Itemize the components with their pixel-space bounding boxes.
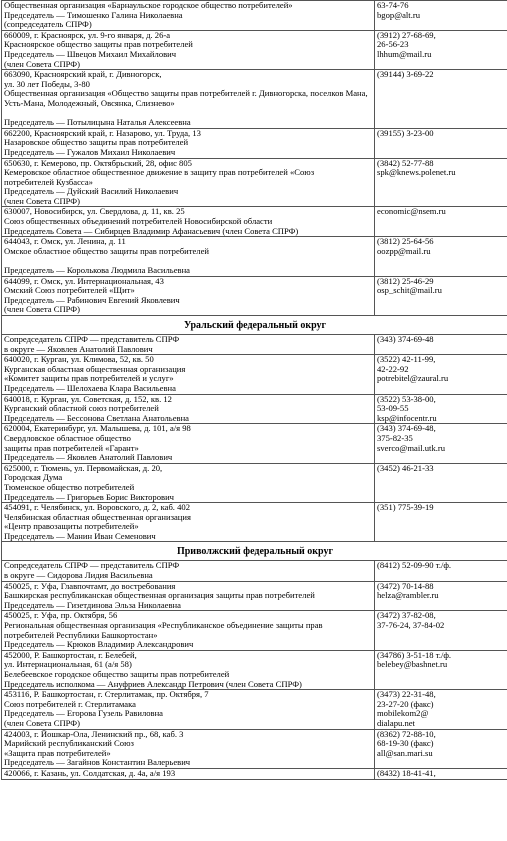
org-text-line: Сопредседатель СПРФ — представитель СПРФ [4, 335, 180, 344]
contact-info-cell [375, 128, 507, 158]
org-text-line: (член Совета СПРФ) [4, 196, 80, 206]
org-text-line: Председатель — Потылицына Наталья Алексеевна [4, 118, 191, 128]
contact-text-line: 375-82-35 [377, 433, 413, 443]
organization-info-cell [2, 581, 375, 611]
organization-row [2, 729, 507, 768]
organization-row [2, 650, 507, 689]
contact-text-line: (34786) 3-51-18 т./ф. [377, 650, 452, 660]
contact-text-line: (39144) 3-69-22 [377, 70, 434, 80]
organization-info-cell [2, 463, 375, 502]
contact-text-line: (3522) 53-38-00, [377, 394, 436, 404]
organization-info-cell [2, 237, 375, 276]
organization-row [2, 611, 507, 650]
org-text-line: Курганский областной союз потребителей [4, 404, 159, 414]
contact-info-cell [375, 30, 507, 69]
contact-text-line: oozpp@mail.ru [377, 246, 431, 256]
organization-info-cell [2, 30, 375, 69]
spacer [4, 256, 372, 266]
contact-text-line: helza@rambler.ru [377, 591, 439, 601]
org-text-line: Региональная общественная организация «Республиканское объединение защиты прав [4, 621, 323, 631]
contact-text-line: (3452) 46-21-33 [377, 463, 434, 473]
organization-info-cell [2, 561, 375, 581]
contact-text-line: all@san.mari.su [377, 748, 433, 758]
region-header-row [2, 542, 507, 561]
contact-text-line: economic@nsem.ru [377, 207, 446, 217]
org-text-line: Председатель — Рабинович Евгений Яковлевич [4, 295, 180, 305]
org-text-line: 662200, Красноярский край, г. Назарово, ул. Труда, 13 [4, 128, 201, 138]
org-text-line: Председатель — Тимошенко Галина Николаевна [4, 10, 183, 20]
contact-text-line: (3472) 37-82-08, [377, 611, 436, 621]
org-text-line: потребителей Республики Башкортостан» [4, 630, 158, 640]
org-text-line: Красноярское общество защиты прав потребителей [4, 40, 193, 50]
org-text-line: «Комитет защиты прав потребителей и услуг» [4, 374, 174, 384]
org-text-line: 640018, г. Курган, ул. Советская, д. 152, кв. 12 [4, 394, 172, 404]
org-text-line: 450025, г. Уфа, Главпочтамт, до востребования [4, 581, 176, 591]
contact-text-line: (3812) 25-64-56 [377, 237, 434, 247]
org-text-line: 644043, г. Омск, ул. Ленина, д. 11 [4, 237, 126, 247]
org-text-line: ул. 30 лет Победы, 3-80 [4, 79, 90, 89]
contact-info-cell [375, 394, 507, 424]
contacts-table [1, 0, 507, 780]
org-text-line: Городская Дума [4, 473, 63, 483]
contact-text-line: (8362) 72-88-10, [377, 729, 436, 739]
contact-info-cell [375, 463, 507, 502]
contact-info-cell [375, 690, 507, 729]
org-text-line: в округе — Сидорова Лидия Васильевна [4, 571, 153, 581]
org-text-line: Челябинская областная общественная организация [4, 512, 191, 522]
org-text-line: Председатель — Гизетдинова Эльза Николаевна [4, 600, 181, 610]
organization-row [2, 70, 507, 129]
org-text-line: 453116, Р. Башкортостан, г. Стерлитамак, пр. Октября, 7 [4, 690, 209, 700]
org-text-line: 640020, г. Курган, ул. Климова, 52, кв. 50 [4, 355, 154, 365]
org-text-line: Башкирская республиканская общественная организация защиты прав потребителей [4, 591, 315, 601]
contact-info-cell [375, 70, 507, 129]
region-title: Уральский федеральный округ [2, 316, 507, 335]
org-text-line: Омский Союз потребителей «Щит» [4, 286, 135, 296]
org-text-line: Белебеевское городское общество защиты прав потребителей [4, 670, 230, 679]
contact-text-line: (3472) 70-14-88 [377, 581, 434, 591]
contacts-table-body [2, 1, 507, 780]
contact-text-line: osp_schit@mail.ru [377, 286, 442, 296]
organization-info-cell [2, 503, 375, 542]
contact-info-cell [375, 729, 507, 768]
org-text-line: 620004, Екатеринбург, ул. Малышева, д. 101, а/я 98 [4, 424, 191, 434]
org-text-line: Марийский республиканский Союз [4, 739, 134, 749]
organization-row [2, 424, 507, 463]
org-text-line: защиты прав потребителей «Гарант» [4, 443, 139, 453]
org-text-line: в округе — Яковлев Анатолий Павлович [4, 344, 153, 354]
organization-row [2, 690, 507, 729]
contact-info-cell [375, 561, 507, 581]
org-text-line: Председатель — Егорова Гузель Равиловна [4, 709, 163, 719]
org-text-line: Усть-Мана, Молодежный, Овсянка, Слизнево» [4, 98, 175, 108]
organization-row [2, 158, 507, 207]
contact-info-cell [375, 424, 507, 463]
org-text-line: Председатель — Загайнов Константин Валерьевич [4, 758, 191, 768]
org-text-line: 452000, Р. Башкортостан, г. Белебей, [4, 650, 137, 660]
org-text-line: Председатель — Дуйский Василий Николаевич [4, 187, 179, 197]
org-text-line: Кемеровское областное общественное движение в защиту прав потребителей «Союз [4, 168, 315, 178]
organization-row [2, 394, 507, 424]
contact-text-line: (39155) 3-23-00 [377, 128, 434, 138]
organization-info-cell [2, 729, 375, 768]
contact-text-line: 26-56-23 [377, 40, 409, 50]
org-text-line: 625000, г. Тюмень, ул. Первомайская, д. 20, [4, 463, 163, 473]
org-text-line: Председатель — Шелохаева Клара Васильевна [4, 383, 176, 393]
organization-row [2, 30, 507, 69]
contact-text-line: (3842) 52-77-88 [377, 158, 434, 168]
contact-text-line: (3522) 42-11-99, [377, 355, 436, 365]
org-text-line: Председатель — Гужалов Михаил Николаевич [4, 147, 176, 157]
contact-text-line: (8432) 18-41-41, [377, 768, 436, 778]
contact-text-line: spk@knews.polenet.ru [377, 168, 456, 178]
organization-info-cell [2, 335, 375, 355]
contact-info-cell [375, 1, 507, 31]
org-text-line: Общественная организация «Общество защиты прав потребителей г. Дивногорска, поселков Мана, [4, 89, 368, 99]
contact-text-line: 63-74-76 [377, 1, 409, 10]
org-text-line: 630007, Новосибирск, ул. Свердлова, д. 11, кв. 25 [4, 207, 185, 217]
org-text-line: Председатель Совета — Сибирцев Владимир Афанасьевич (член Совета СПРФ) [4, 226, 299, 236]
organization-info-cell [2, 276, 375, 315]
organization-row [2, 237, 507, 276]
organization-row [2, 463, 507, 502]
org-text-line: Председатель — Яковлев Анатолий Павлович [4, 453, 173, 463]
organization-row [2, 207, 507, 237]
contact-info-cell [375, 611, 507, 650]
contact-text-line: (3912) 27-68-69, [377, 30, 436, 40]
organization-info-cell [2, 690, 375, 729]
contact-text-line: belebey@bashnet.ru [377, 660, 448, 670]
contact-info-cell [375, 335, 507, 355]
organization-info-cell [2, 207, 375, 237]
contact-text-line: ksp@infocentr.ru [377, 413, 437, 423]
org-text-line: 450025, г. Уфа, пр. Октября, 56 [4, 611, 118, 621]
org-text-line: 454091, г. Челябинск, ул. Воровского, д. 2, каб. 402 [4, 503, 190, 513]
organization-info-cell [2, 158, 375, 207]
org-text-line: Председатель — Бессонова Светлана Анатольевна [4, 413, 189, 423]
org-text-line: (член Совета СПРФ) [4, 718, 80, 728]
org-text-line: Председатель — Манин Иван Семенович [4, 531, 156, 541]
organization-row [2, 276, 507, 315]
region-header-row [2, 316, 507, 335]
contact-info-cell [375, 650, 507, 689]
org-text-line: Омское областное общество защиты прав потребителей [4, 246, 209, 256]
organization-info-cell [2, 1, 375, 31]
org-text-line: Союз общественных объединений потребителей Новосибирской области [4, 217, 273, 227]
contact-text-line: lhhum@mail.ru [377, 49, 432, 59]
org-text-line: (сопредседатель СПРФ) [4, 20, 92, 30]
organization-info-cell [2, 611, 375, 650]
org-text-line: Председатель — Королькова Людмила Васильевна [4, 266, 190, 276]
contact-text-line: 42-22-92 [377, 364, 409, 374]
contact-text-line: dialapu.net [377, 718, 415, 728]
contact-text-line: (343) 374-69-48 [377, 335, 434, 344]
org-text-line: Союз потребителей г. Стерлитамака [4, 699, 136, 709]
contact-text-line: 53-09-55 [377, 404, 409, 414]
org-text-line: (член Совета СПРФ) [4, 59, 80, 69]
org-text-line: 420066, г. Казань, ул. Солдатская, д. 4а, а/я 193 [4, 768, 176, 778]
org-text-line: Назаровское общество защиты прав потребителей [4, 138, 189, 148]
org-text-line: ул. Интернациональная, 61 (а/я 58) [4, 660, 132, 670]
contact-info-cell [375, 276, 507, 315]
org-text-line: «Защита прав потребителей» [4, 748, 111, 758]
org-text-line: Председатель — Швецов Михаил Михайлович [4, 49, 177, 59]
org-text-line: 660009, г. Красноярск, ул. 9-го января, д. 26-а [4, 30, 171, 40]
contact-info-cell [375, 581, 507, 611]
organization-row [2, 503, 507, 542]
org-text-line: Председатель — Крюков Владимир Александрович [4, 640, 194, 650]
org-text-line: 644099, г. Омск, ул. Интернациональная, 43 [4, 276, 164, 286]
contact-text-line: 23-27-20 (факс) [377, 699, 434, 709]
contact-info-cell [375, 355, 507, 394]
contact-text-line: mobilekom2@ [377, 709, 429, 719]
organization-info-cell [2, 424, 375, 463]
contact-text-line: 68-19-30 (факс) [377, 739, 434, 749]
contact-text-line: bgop@alt.ru [377, 10, 420, 20]
organization-info-cell [2, 394, 375, 424]
org-text-line: Тюменское общество потребителей [4, 482, 135, 492]
region-title: Приволжский федеральный округ [2, 542, 507, 561]
contact-text-line: (3473) 22-31-48, [377, 690, 436, 700]
organization-row [2, 335, 507, 355]
org-text-line: 424003, г. Йошкар-Ола, Ленинский пр., 68, каб. 3 [4, 729, 184, 739]
contact-text-line: (3812) 25-46-29 [377, 276, 434, 286]
contact-text-line: (351) 775-39-19 [377, 503, 434, 513]
contact-text-line: (343) 374-69-48, [377, 424, 436, 434]
org-text-line: Общественная организация «Барнаульское городское общество потребителей» [4, 1, 293, 10]
org-text-line: Сопредседатель СПРФ — представитель СПРФ [4, 561, 180, 571]
organization-info-cell [2, 70, 375, 129]
spacer [4, 109, 372, 119]
organization-row [2, 1, 507, 31]
organization-row [2, 768, 507, 779]
contact-info-cell [375, 207, 507, 237]
org-text-line: Председатель — Григорьев Борис Викторович [4, 492, 174, 502]
contact-info-cell [375, 237, 507, 276]
organization-row [2, 581, 507, 611]
contact-info-cell [375, 503, 507, 542]
org-text-line: Председатель исполкома — Ануфриев Александр Петрович (член Совета СПРФ) [4, 679, 302, 689]
organization-info-cell [2, 650, 375, 689]
org-text-line: Курганская областная общественная организация [4, 364, 186, 374]
organization-row [2, 561, 507, 581]
organization-row [2, 128, 507, 158]
contact-text-line: (8412) 52-09-90 т./ф. [377, 561, 452, 571]
contact-text-line: sverco@mail.utk.ru [377, 443, 446, 453]
organization-info-cell [2, 768, 375, 779]
organization-info-cell [2, 128, 375, 158]
contact-text-line: 37-76-24, 37-84-02 [377, 621, 445, 631]
org-text-line: Свердловское областное общество [4, 433, 131, 443]
org-text-line: «Центр правозащиты потребителей» [4, 522, 139, 532]
org-text-line: потребителей Кузбасса» [4, 177, 93, 187]
org-text-line: 650630, г. Кемерово, пр. Октябрьский, 28, офис 805 [4, 158, 192, 168]
org-text-line: 663090, Красноярский край, г. Дивногорск, [4, 70, 162, 80]
contact-text-line: potrebitel@zaural.ru [377, 374, 449, 384]
org-text-line: (член Совета СПРФ) [4, 305, 80, 315]
contact-info-cell [375, 768, 507, 779]
organization-info-cell [2, 355, 375, 394]
contact-info-cell [375, 158, 507, 207]
organization-row [2, 355, 507, 394]
